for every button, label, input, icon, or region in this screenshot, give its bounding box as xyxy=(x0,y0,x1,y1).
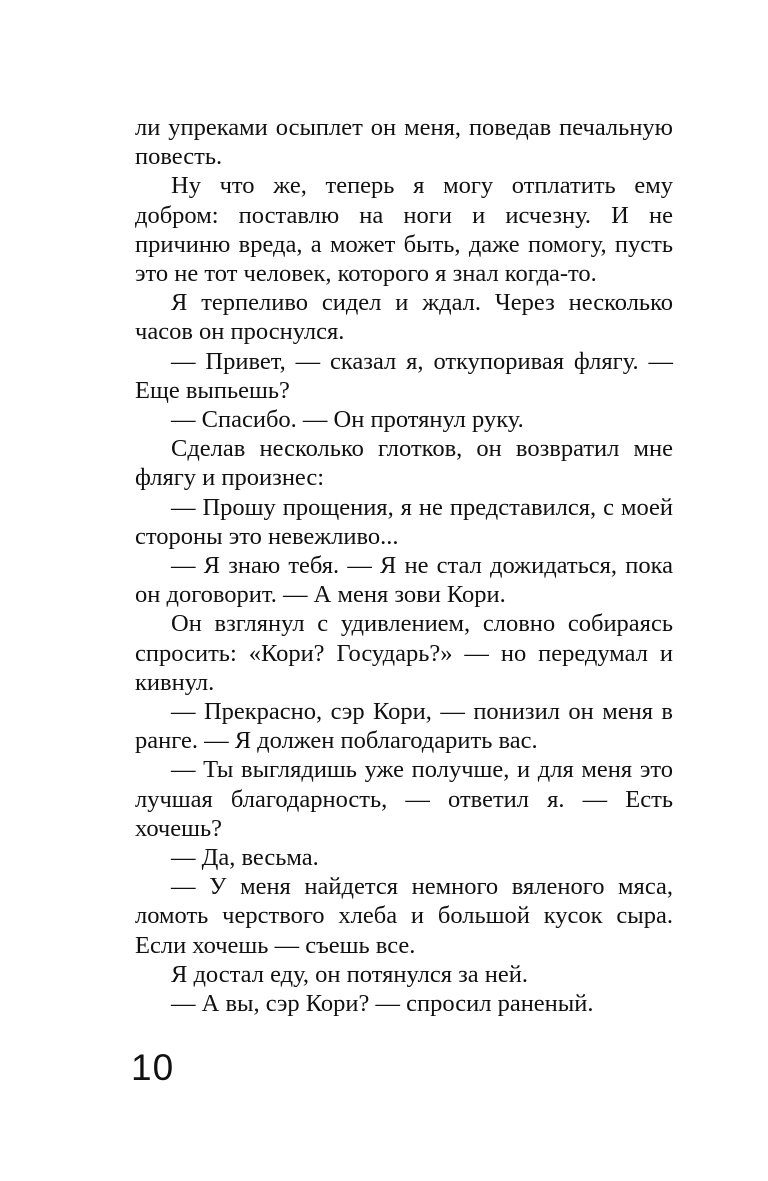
paragraph: — Прекрасно, сэр Кори, — понизил он меня в ранге. — Я должен поблагодарить вас. xyxy=(135,698,673,755)
paragraph: — Ты выглядишь уже получше, и для меня это лучшая благодарность, — ответил я. — Есть хочешь? xyxy=(135,756,673,842)
paragraph: — У меня найдется немного вяленого мяса, ломоть черствого хлеба и большой кусок сыра. Если хочешь — съешь все. xyxy=(135,873,673,959)
paragraph: Ну что же, теперь я могу отплатить ему добром: поставлю на ноги и исчезну. И не причиню вреда, а может быть, даже помогу, пусть это не тот человек, которого я знал когда-то. xyxy=(135,172,673,288)
page-body xyxy=(135,113,673,1018)
paragraph: — А вы, сэр Кори? — спросил раненый. xyxy=(171,990,594,1018)
paragraph: — Я знаю тебя. — Я не стал дожидаться, пока он договорит. — А меня зови Кори. xyxy=(135,552,673,609)
page-number: 10 xyxy=(131,1047,175,1088)
paragraph: ли упреками осыплет он меня, поведав печальную повесть. xyxy=(135,114,673,171)
paragraph: Он взглянул с удивлением, словно собираясь спросить: «Кори? Государь?» — но передумал и кивнул. xyxy=(135,610,673,696)
paragraph: — Спасибо. — Он протянул руку. xyxy=(171,406,524,434)
paragraph: Сделав несколько глотков, он возвратил мне флягу и произнес: xyxy=(135,435,673,492)
paragraph: — Прошу прощения, я не представился, с моей стороны это невежливо... xyxy=(135,493,673,550)
paragraph: Я терпеливо сидел и ждал. Через несколько часов он проснулся. xyxy=(135,289,673,346)
paragraph: Я достал еду, он потянулся за ней. xyxy=(171,960,529,988)
paragraph: — Да, весьма. xyxy=(171,844,319,872)
paragraph: — Привет, — сказал я, откупоривая флягу. — Еще выпьешь? xyxy=(135,347,673,404)
